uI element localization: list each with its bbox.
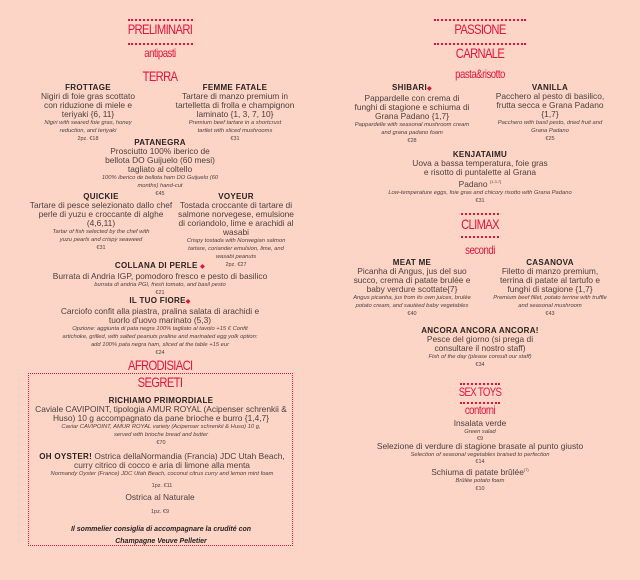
- item-en: Normandy Oyster (France) JDC Utah Beach, coconut citrus curry and lemon mint foam: [50, 471, 274, 477]
- item-name: FEMME FATALE: [202, 83, 268, 92]
- item-en: Premium beef fillet, potato terrine with truffle and seasonal mushroom: [493, 295, 607, 309]
- divider: [128, 43, 193, 45]
- chili-icon: ◆: [185, 299, 191, 305]
- item-allergens: {7}: [523, 467, 529, 472]
- item-desc: Nigiri di foie gras scottato con riduzione di miele e teriyaki {6, 11}: [40, 91, 136, 119]
- item-name: VOYEUR: [218, 192, 254, 201]
- subtitle-antipasti: antipasti: [144, 46, 176, 60]
- item-en: Brûlée potato foam: [455, 477, 505, 484]
- item-price: €45: [155, 191, 165, 197]
- item-price: 2pz. €27: [225, 262, 247, 268]
- item-en: burrata di andria PGI, fresh tomato, and basil pesto: [94, 282, 226, 288]
- item-name: VANILLA: [531, 83, 569, 92]
- item-desc: Caviale CAVIPOINT, tipologia AMUR ROYAL (Acipenser schrenkii & Huso) 10 g accompagnato da pane brioche e burro {1,4,7}: [35, 404, 287, 423]
- item-price: €25: [545, 136, 555, 142]
- menu-item: [40, 261, 280, 297]
- item-name: OH OYSTER!: [39, 452, 93, 461]
- divider: [461, 213, 499, 215]
- side-list: [360, 419, 600, 493]
- menu-item: [38, 83, 138, 143]
- item-price: 1pz. €9: [150, 509, 170, 515]
- item-name: KENJATAIMU: [452, 150, 508, 159]
- subtitle-secondi: secondi: [465, 243, 495, 257]
- item-en: Crispy tostada with Norwegian salmon tartare, coriander emulsion, lime, and wasabi peanuts: [186, 238, 286, 260]
- section-title-carnale: CARNALE: [455, 45, 505, 61]
- menu-item: [98, 138, 222, 198]
- item-price: €31: [96, 245, 106, 251]
- menu-item: [175, 192, 297, 269]
- menu-item: [490, 83, 610, 143]
- sommelier-line: Il sommelier consiglia di accompagnare la crudité con: [70, 526, 252, 533]
- item-desc: Schiuma di patate brûlée: [431, 466, 524, 477]
- menu-item: [360, 419, 600, 442]
- item-en: Angus picanha, jus from its own juices, brulée potato cream, and sautéed baby vegetables: [353, 295, 471, 309]
- item-price: €24: [155, 350, 165, 356]
- item-en: Premium beef tartare in a shortcrust tartlet with sliced mushrooms: [188, 120, 282, 134]
- item-desc: Insalata verde: [453, 418, 507, 428]
- item-allergens: {1,3,7}: [489, 179, 502, 184]
- item-en: Tartar of fish selected by the chef with yuzu pearls and crispy seaweed: [52, 229, 150, 243]
- item-name: RICHIAMO PRIMORDIALE: [108, 396, 214, 405]
- section-title-preliminari: PRELIMINARI: [127, 21, 193, 37]
- menu-item: [165, 83, 305, 143]
- item-en: Opzione: aggiunta di pata negra 100% tagliato al tavolo +15 € Confit artichoke, grilled, with salted peanuts praline and marinated egg yolk option: add 100% pata negra ham, sliced at the table +15 eur: [62, 326, 258, 348]
- menu-item: [25, 192, 177, 252]
- item-desc: Pappardelle con crema di funghi di stagione e schiuma di Grana Padano {1,7}: [354, 93, 470, 121]
- item-en: Low-temperature eggs, foie gras and chicory risotto with Grana Padano: [388, 189, 572, 196]
- item-name: COLLANA DI PERLE: [114, 261, 198, 270]
- chili-icon: ◆: [427, 86, 432, 92]
- item-desc: Uova a bassa temperatura, foie gras e risotto di puntalette al Grana Padano: [412, 158, 548, 189]
- item-price: 2pz. €18: [77, 136, 99, 142]
- item-price: €31: [230, 136, 240, 142]
- item-name: FROTTAGE: [65, 83, 111, 92]
- menu-item: [352, 258, 472, 318]
- menu-item: [352, 83, 472, 145]
- item-en: Caviar CAVIPOINT, AMUR ROYAL variety (Acipenser schrenkii & Huso) 10 g, served with brioche bread and butter: [61, 424, 261, 438]
- item-desc: Prosciutto 100% iberico de bellota DO Guijuelo (60 mesi) tagliato al coltello: [105, 146, 215, 174]
- item-desc: Pesce del giorno (si prega di consultare il nostro staff): [426, 334, 534, 353]
- section-title-afrodisiaci: AFRODISIACI: [128, 357, 193, 373]
- item-price: €10: [475, 485, 485, 492]
- item-name: PATANEGRA: [134, 138, 186, 147]
- item-en: Selection of seasonal vegetables braised to perfection: [410, 452, 550, 458]
- item-name: ANCORA ANCORA ANCORA!: [421, 326, 539, 335]
- item-desc: Ostrica dellaNormandia (Francia) JDC Utah Beach, curry citrico di cocco e aria di limone alla menta: [74, 451, 285, 470]
- item-desc: Pacchero al pesto di basilico, frutta secca e Grana Padano {1,7}: [495, 91, 605, 119]
- menu-item: [360, 442, 600, 465]
- item-en: Pacchero with basil pesto, dried fruit and Grana Padano: [497, 120, 603, 134]
- item-en: Nigiri with seared foie gras, honey reduction, and teriyaki: [44, 120, 132, 134]
- section-title-sex-toys: SEX TOYS: [458, 385, 502, 399]
- item-desc: Picanha di Angus, jus del suo succo, crema di patate brulée e baby verdure scottate{7}: [353, 266, 471, 294]
- item-price: €34: [475, 362, 485, 368]
- menu-item: [60, 296, 260, 357]
- category-terra: TERRA: [142, 68, 178, 84]
- item-price: €31: [475, 197, 485, 204]
- subtitle-contorni: contorni: [464, 403, 496, 417]
- menu-item: [60, 493, 260, 516]
- item-price: 1pz. €11: [151, 483, 173, 489]
- sommelier-note: [34, 524, 288, 548]
- item-en: Pappardelle with seasonal mushroom cream and grana padano foam: [354, 122, 470, 136]
- menu-item: [490, 258, 610, 318]
- item-price: €21: [155, 290, 165, 296]
- item-desc: Filetto di manzo premium, terrina di patate al tartufo e funghi di stagione {1,7}: [499, 266, 601, 294]
- divider: [461, 236, 499, 238]
- item-price: €14: [475, 459, 485, 465]
- item-price: €28: [407, 138, 417, 144]
- subtitle-pasta-risotto: pasta&risotto: [455, 67, 505, 81]
- item-name: CASANOVA: [526, 258, 574, 267]
- item-name: SHIBARI: [392, 83, 428, 92]
- section-title-segreti: SEGRETI: [137, 374, 183, 390]
- menu-item: [412, 326, 548, 369]
- item-en: Green salad: [464, 429, 496, 435]
- item-en: 100% iberico de bellota ham DO Guijuelo (60 months) hand-cut: [101, 175, 219, 189]
- item-price: €9: [476, 436, 484, 442]
- item-price: €43: [545, 311, 555, 317]
- menu-item: [380, 150, 580, 205]
- section-title-passione: PASSIONE: [454, 21, 506, 37]
- item-desc: Tartare di pesce selezionato dallo chef perle di yuzu e croccante di alghe (4,6,11): [29, 200, 173, 228]
- chili-icon: ◆: [200, 264, 206, 270]
- menu-item: [360, 465, 600, 493]
- item-name: MEAT ME: [392, 258, 432, 267]
- item-name: QUICKIE: [83, 192, 119, 201]
- item-price: €70: [156, 440, 166, 446]
- item-desc: Selezione di verdure di stagione brasate al punto giusto: [376, 441, 584, 451]
- item-desc: Tostada croccante di tartare di salmone norvegese, emulsione di coriandolo, lime e arachidi al wasabi: [178, 200, 294, 237]
- item-desc: Carciofo confit alla piastra, pralina salata di arachidi e tuorlo d'uovo marinato (5,3): [60, 306, 260, 325]
- item-desc: Ostrica al Naturale: [125, 492, 195, 502]
- item-en: Fish of the day (please consult our staff): [428, 354, 532, 360]
- menu-item: [38, 452, 286, 490]
- item-name: IL TUO FIORE: [129, 296, 186, 305]
- item-desc: Burrata di Andria IGP, pomodoro fresco e pesto di basilico: [52, 271, 268, 281]
- section-title-climax: CLIMAX: [461, 216, 499, 232]
- sommelier-champagne: Champagne Veuve Pelletier: [115, 538, 207, 545]
- item-price: €40: [407, 311, 417, 317]
- menu-item: [34, 396, 288, 447]
- item-desc: Tartare di manzo premium in tartelletta di frolla e champignon laminato {1, 3, 7, 10}: [175, 91, 295, 119]
